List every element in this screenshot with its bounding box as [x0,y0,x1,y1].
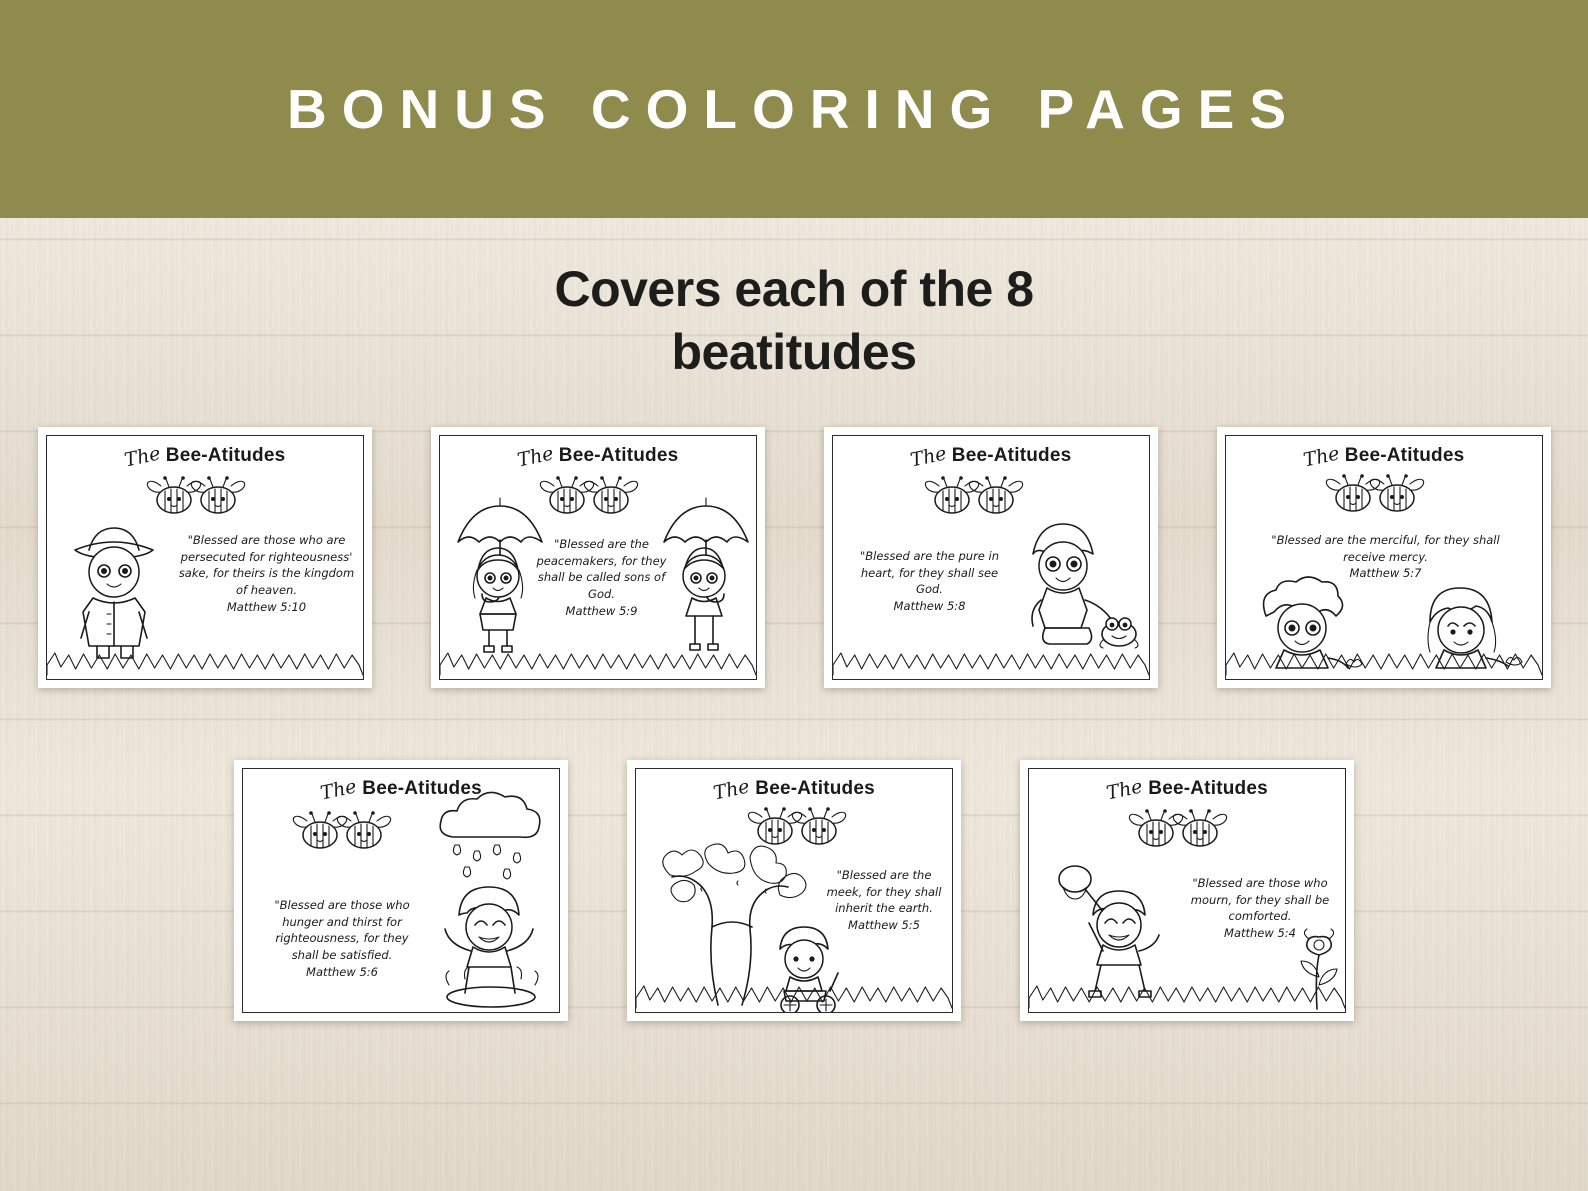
subtitle [0,258,1588,383]
bees-icon [1322,472,1452,520]
card-heading [636,775,952,805]
grass-line [636,982,952,1008]
verse-text: "Blessed are those who hunger and thirst for righteousness, for they shall be satisfied. Matthew 5:6 [261,897,423,980]
verse-text: "Blessed are the peacemakers, for they shall be called sons of God. Matthew 5:9 [536,537,667,618]
illustration-child-with-net [1049,859,1179,999]
subtitle-line-2: beatitudes [671,323,917,380]
page-title: BONUS COLORING PAGES [286,77,1302,140]
verse-text: "Blessed are the merciful, for they shall receive mercy. Matthew 5:7 [1268,532,1504,582]
card-heading [833,442,1149,472]
grass-line [440,649,756,675]
illustration-child-in-hat [59,514,169,654]
verse-reference: Matthew 5:10 [226,599,307,614]
verse-reference: Matthew 5:6 [306,964,378,979]
card-heading-name: Bee-Atitudes [1344,445,1465,466]
illustration-child-jumping-in-puddle [437,881,557,1011]
card-heading [47,442,363,472]
coloring-page-card[interactable] [627,760,961,1021]
illustration-rain-cloud [433,795,553,885]
card-heading-name: Bee-Atitudes [362,778,482,799]
grass-line [1226,649,1542,675]
card-inner [1028,768,1346,1013]
card-heading-the: The [908,442,949,472]
verse-text: "Blessed are those who are persecuted for righteousness' sake, for theirs is the kingdom of heaven. Matthew 5:10 [177,532,357,615]
coloring-page-row-2 [0,760,1588,1021]
verse-reference: Matthew 5:4 [1224,926,1296,941]
card-heading [440,442,756,472]
card-heading [1226,442,1542,472]
grass-line [833,649,1149,675]
coloring-page-card[interactable] [1217,427,1551,688]
card-inner [242,768,560,1013]
verse-reference: Matthew 5:7 [1349,566,1422,581]
illustration-child-with-frog [1011,518,1141,653]
bees-icon [289,809,419,857]
card-inner [832,435,1150,680]
header-banner [0,0,1588,218]
card-inner [635,768,953,1013]
verse-reference: Matthew 5:5 [848,918,920,933]
card-inner [1225,435,1543,680]
verse-text: "Blessed are the pure in heart, for they shall see God. Matthew 5:8 [855,548,1005,615]
coloring-page-card[interactable] [431,427,765,688]
card-heading-name: Bee-Atitudes [951,445,1072,466]
card-heading-name: Bee-Atitudes [558,445,679,466]
verse-text: "Blessed are those who mourn, for they shall be comforted. Matthew 5:4 [1179,875,1341,942]
card-heading-name: Bee-Atitudes [165,445,286,466]
card-inner [46,435,364,680]
verse-reference: Matthew 5:9 [565,603,638,618]
card-heading-the: The [122,442,163,472]
coloring-page-card[interactable] [234,760,568,1021]
card-heading-the: The [515,442,556,472]
coloring-page-row-1 [0,427,1588,688]
coloring-page-card[interactable] [824,427,1158,688]
card-heading-name: Bee-Atitudes [755,778,875,799]
subtitle-line-1: Covers each of the 8 [554,261,1034,317]
card-heading-the: The [1301,442,1342,472]
grass-line [1029,982,1345,1008]
bees-icon [921,474,1051,522]
grass-line [47,649,363,675]
card-heading-the: The [1104,775,1145,805]
card-heading [1029,775,1345,805]
coloring-page-card[interactable] [1020,760,1354,1021]
bees-icon [1125,807,1255,855]
verse-text: "Blessed are the meek, for they shall inherit the earth. Matthew 5:5 [822,867,946,934]
card-heading-the: The [318,775,359,805]
coloring-page-card[interactable] [38,427,372,688]
card-inner [439,435,757,680]
card-heading-name: Bee-Atitudes [1148,778,1268,799]
card-heading-the: The [711,775,752,805]
verse-reference: Matthew 5:8 [893,599,966,614]
